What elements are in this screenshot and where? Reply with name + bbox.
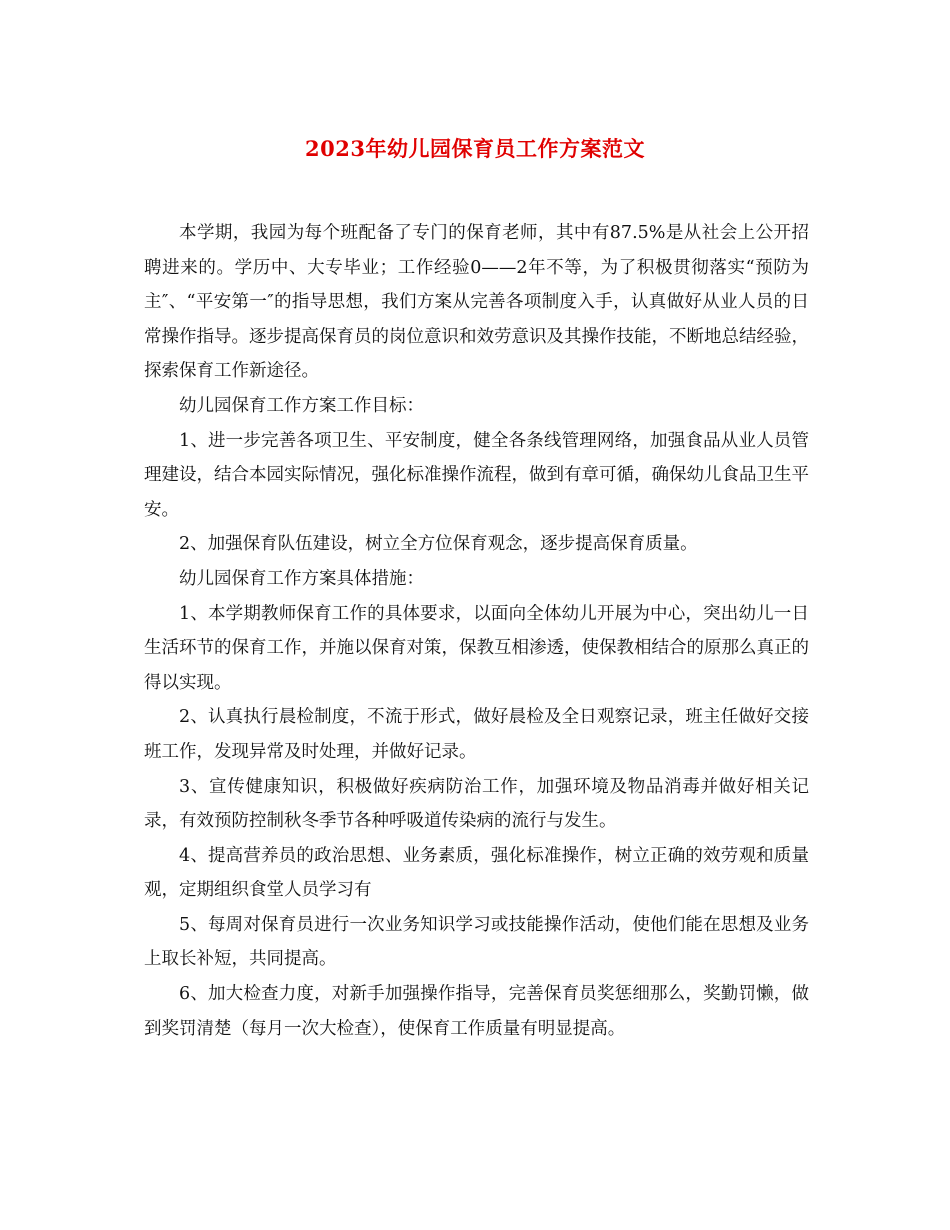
measure-item-4: 4、提高营养员的政治思想、业务素质，强化标准操作，树立正确的效劳观和质量观，定期组织食堂人员学习有: [144, 845, 809, 901]
goals-heading: 幼儿园保育工作方案工作目标：: [179, 395, 424, 416]
measure-item-3: 3、宣传健康知识，积极做好疾病防治工作，加强环境及物品消毒并做好相关记录，有效预防控制秋冬季节各种呼吸道传染病的流行与发生。: [144, 776, 809, 832]
measure-item-2: 2、认真执行晨检制度，不流于形式，做好晨检及全日观察记录，班主任做好交接班工作，发现异常及时处理，并做好记录。: [144, 707, 809, 762]
measure-item-5: 5、每周对保育员进行一次业务知识学习或技能操作活动，使他们能在思想及业务上取长补短，共同提高。: [144, 914, 809, 970]
document-body: [144, 216, 809, 1046]
measure-item-6: 6、加大检查力度，对新手加强操作指导，完善保育员奖惩细那么，奖勤罚懒，做到奖罚清楚（每月一次大检查），使保育工作质量有明显提高。: [144, 984, 809, 1039]
measures-heading: 幼儿园保育工作方案具体措施：: [179, 568, 424, 589]
goal-item-1: 1、进一步完善各项卫生、平安制度，健全各条线管理网络，加强食品从业人员管理建设，结合本园实际情况，强化标准操作流程，做到有章可循，确保幼儿食品卫生平安。: [144, 430, 809, 520]
intro-paragraph: 本学期，我园为每个班配备了专门的保育老师，其中有87.5%是从社会上公开招聘进来的。学历中、大专毕业；工作经验0——2年不等，为了积极贯彻落实“预防为主″、“平安第一″的指导思想，我们方案从完善各项制度入手，认真做好从业人员的日常操作指导。逐步提高保育员的岗位意识和效劳意识及其操作技能，不断地总结经验，探索保育工作新途径。: [144, 223, 809, 382]
goal-item-2: 2、加强保育队伍建设，树立全方位保育观念，逐步提高保育质量。: [179, 534, 698, 555]
measure-item-1: 1、本学期教师保育工作的具体要求，以面向全体幼儿开展为中心，突出幼儿一日生活环节的保育工作，并施以保育对策，保教互相渗透，使保教相结合的原那么真正的得以实现。: [144, 603, 809, 693]
document-title: 2023年幼儿园保育员工作方案范文: [305, 136, 645, 161]
